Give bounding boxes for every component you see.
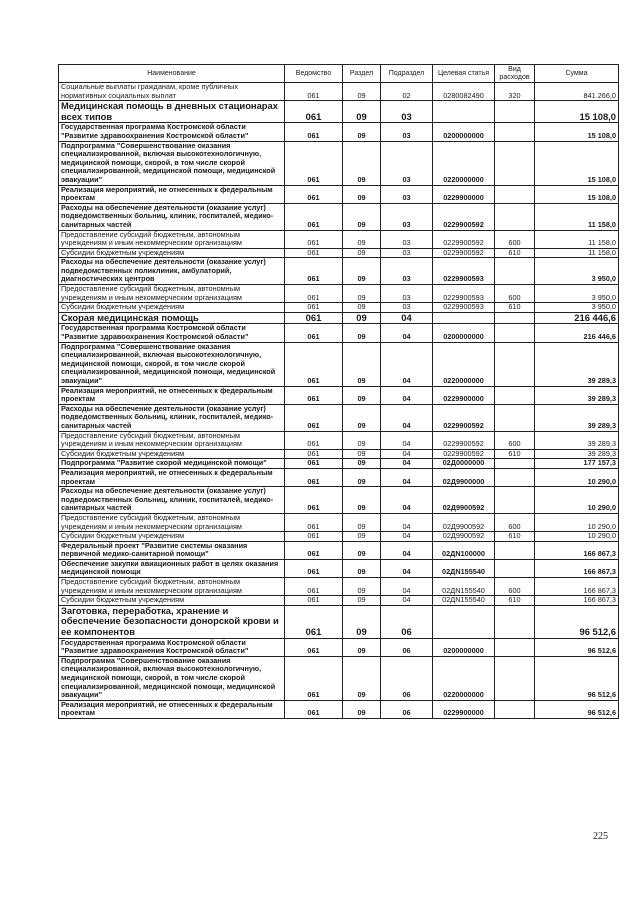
cell-target-item: 0200000000 [433,123,495,141]
cell-section: 09 [343,324,381,342]
table-row [59,101,619,123]
cell-amount: 10 290,0 [535,487,619,514]
cell-target-item: 02ДN155540 [433,596,495,606]
cell-name: Подпрограмма "Совершенствование оказания специализированной, включая высокотехнологичную, медицинской помощи, скорой, в том числе скорой специализированной, медицинской помощи, медицинской эвакуации" [59,141,285,185]
cell-target-item: 0200000000 [433,638,495,656]
cell-name: Подпрограмма "Совершенствование оказания специализированной, включая высокотехнологичную, медицинской помощи, скорой, в том числе скорой специализированной, медицинской помощи, медицинской эвакуации" [59,656,285,700]
cell-name: Предоставление субсидий бюджетным, автономным учреждениям и иным некоммерческим организациям [59,431,285,449]
cell-subsection: 04 [381,431,433,449]
cell-subsection: 04 [381,578,433,596]
cell-section: 09 [343,541,381,559]
cell-department: 061 [285,203,343,230]
cell-section: 09 [343,596,381,606]
cell-section: 09 [343,386,381,404]
cell-amount: 10 290,0 [535,513,619,531]
cell-target-item: 0220000000 [433,141,495,185]
cell-expense-type [495,656,535,700]
cell-target-item: 0229900593 [433,285,495,303]
table-body [59,83,619,719]
table-row [59,541,619,559]
cell-section: 09 [343,285,381,303]
cell-amount: 39 289,3 [535,449,619,459]
cell-name: Расходы на обеспечение деятельности (оказание услуг) подведомственных больниц, клиник, госпиталей, медико-санитарных частей [59,203,285,230]
table-row [59,468,619,486]
column-header-amount: Сумма [535,65,619,83]
cell-name: Реализация мероприятий, не отнесенных к федеральным проектам [59,700,285,718]
cell-amount: 10 290,0 [535,468,619,486]
cell-target-item: 02ДN155540 [433,578,495,596]
cell-subsection: 03 [381,303,433,313]
cell-department: 061 [285,342,343,386]
cell-target-item: 0229900000 [433,386,495,404]
cell-section: 09 [343,83,381,101]
cell-amount: 216 446,6 [535,312,619,324]
cell-target-item: 02Д0000000 [433,459,495,469]
cell-section: 09 [343,312,381,324]
cell-name: Субсидии бюджетным учреждениям [59,596,285,606]
cell-name: Государственная программа Костромской области "Развитие здравоохранения Костромской области" [59,324,285,342]
cell-section: 09 [343,101,381,123]
cell-amount: 11 158,0 [535,248,619,258]
table-row [59,578,619,596]
cell-name: Субсидии бюджетным учреждениям [59,532,285,542]
cell-expense-type [495,638,535,656]
cell-expense-type: 600 [495,230,535,248]
cell-subsection: 04 [381,513,433,531]
cell-department: 061 [285,459,343,469]
cell-target-item: 0220000000 [433,342,495,386]
cell-target-item: 02ДN155540 [433,559,495,577]
cell-target-item [433,605,495,638]
cell-department: 061 [285,312,343,324]
cell-amount: 96 512,6 [535,638,619,656]
cell-name: Расходы на обеспечение деятельности (оказание услуг) подведомственных поликлиник, амбулаторий, диагностических центров [59,258,285,285]
cell-subsection: 04 [381,312,433,324]
cell-target-item: 02Д9900592 [433,532,495,542]
cell-expense-type: 610 [495,532,535,542]
cell-section: 09 [343,468,381,486]
table-row [59,513,619,531]
cell-subsection: 04 [381,468,433,486]
cell-target-item: 0229900592 [433,404,495,431]
cell-amount: 39 289,3 [535,386,619,404]
table-row [59,203,619,230]
cell-name: Реализация мероприятий, не отнесенных к федеральным проектам [59,386,285,404]
cell-name: Заготовка, переработка, хранение и обеспечение безопасности донорской крови и ее компонентов [59,605,285,638]
cell-expense-type [495,459,535,469]
cell-name: Медицинская помощь в дневных стационарах всех типов [59,101,285,123]
cell-expense-type [495,468,535,486]
cell-section: 09 [343,203,381,230]
cell-amount: 177 157,3 [535,459,619,469]
cell-section: 09 [343,248,381,258]
cell-name: Подпрограмма "Развитие скорой медицинской помощи" [59,459,285,469]
cell-subsection: 04 [381,559,433,577]
cell-name: Субсидии бюджетным учреждениям [59,303,285,313]
page-number: 225 [593,831,608,842]
cell-department: 061 [285,185,343,203]
cell-expense-type [495,123,535,141]
cell-expense-type: 610 [495,248,535,258]
cell-expense-type [495,700,535,718]
cell-subsection: 04 [381,541,433,559]
cell-amount: 15 108,0 [535,185,619,203]
column-header-name: Наименование [59,65,285,83]
cell-section: 09 [343,123,381,141]
table-row [59,185,619,203]
cell-amount: 166 867,3 [535,578,619,596]
cell-subsection: 04 [381,449,433,459]
cell-subsection: 06 [381,656,433,700]
cell-department: 061 [285,468,343,486]
cell-name: Предоставление субсидий бюджетным, автономным учреждениям и иным некоммерческим организациям [59,578,285,596]
cell-section: 09 [343,605,381,638]
cell-amount: 15 108,0 [535,101,619,123]
cell-department: 061 [285,324,343,342]
cell-amount: 166 867,3 [535,559,619,577]
cell-name: Субсидии бюджетным учреждениям [59,449,285,459]
table-row [59,342,619,386]
cell-amount: 3 950,0 [535,285,619,303]
cell-expense-type: 610 [495,303,535,313]
cell-expense-type [495,559,535,577]
cell-section: 09 [343,141,381,185]
table-row [59,487,619,514]
cell-subsection: 04 [381,324,433,342]
cell-expense-type [495,312,535,324]
table-row [59,312,619,324]
cell-amount: 166 867,3 [535,596,619,606]
cell-department: 061 [285,141,343,185]
cell-subsection: 03 [381,248,433,258]
cell-department: 061 [285,605,343,638]
cell-target-item: 02ДN100000 [433,541,495,559]
cell-subsection: 04 [381,386,433,404]
cell-name: Государственная программа Костромской области "Развитие здравоохранения Костромской области" [59,123,285,141]
cell-subsection: 02 [381,83,433,101]
cell-subsection: 03 [381,230,433,248]
cell-subsection: 04 [381,532,433,542]
cell-amount: 841 266,0 [535,83,619,101]
cell-section: 09 [343,656,381,700]
cell-expense-type [495,203,535,230]
cell-expense-type [495,324,535,342]
cell-subsection: 03 [381,185,433,203]
cell-target-item [433,312,495,324]
cell-expense-type [495,386,535,404]
table-row [59,431,619,449]
cell-amount: 39 289,3 [535,431,619,449]
cell-expense-type: 600 [495,431,535,449]
cell-expense-type: 600 [495,513,535,531]
cell-department: 061 [285,541,343,559]
cell-section: 09 [343,258,381,285]
cell-section: 09 [343,638,381,656]
cell-department: 061 [285,230,343,248]
column-header-section: Раздел [343,65,381,83]
table-row [59,123,619,141]
cell-subsection: 03 [381,285,433,303]
cell-amount: 3 950,0 [535,303,619,313]
cell-amount: 166 867,3 [535,541,619,559]
cell-department: 061 [285,532,343,542]
cell-expense-type [495,342,535,386]
cell-department: 061 [285,449,343,459]
cell-name: Расходы на обеспечение деятельности (оказание услуг) подведомственных больниц, клиник, госпиталей, медико-санитарных частей [59,404,285,431]
cell-department: 061 [285,513,343,531]
cell-expense-type [495,101,535,123]
cell-section: 09 [343,449,381,459]
cell-target-item: 0220000000 [433,656,495,700]
budget-table [58,64,619,719]
cell-section: 09 [343,532,381,542]
cell-amount: 39 289,3 [535,404,619,431]
cell-amount: 216 446,6 [535,324,619,342]
cell-subsection: 04 [381,487,433,514]
cell-department: 061 [285,656,343,700]
column-header-subsection: Подраздел [381,65,433,83]
cell-target-item: 0280082490 [433,83,495,101]
cell-subsection: 04 [381,342,433,386]
cell-expense-type: 610 [495,596,535,606]
cell-target-item: 02Д9900592 [433,487,495,514]
cell-name: Федеральный проект "Развитие системы оказания первичной медико-санитарной помощи" [59,541,285,559]
cell-subsection: 06 [381,605,433,638]
table-header [59,65,619,83]
cell-expense-type [495,141,535,185]
table-row [59,700,619,718]
cell-section: 09 [343,578,381,596]
cell-name: Скорая медицинская помощь [59,312,285,324]
cell-section: 09 [343,431,381,449]
cell-expense-type [495,605,535,638]
table-row [59,83,619,101]
table-row [59,449,619,459]
column-header-department: Ведомство [285,65,343,83]
cell-department: 061 [285,487,343,514]
cell-department: 061 [285,596,343,606]
cell-amount: 11 158,0 [535,230,619,248]
cell-subsection: 06 [381,638,433,656]
table-row [59,285,619,303]
cell-target-item: 0229900593 [433,303,495,313]
cell-target-item: 0200000000 [433,324,495,342]
cell-name: Реализация мероприятий, не отнесенных к федеральным проектам [59,468,285,486]
cell-subsection: 04 [381,596,433,606]
table-row [59,324,619,342]
cell-amount: 11 158,0 [535,203,619,230]
column-header-expense-type: Вид расходов [495,65,535,83]
cell-expense-type [495,185,535,203]
cell-department: 061 [285,700,343,718]
cell-section: 09 [343,559,381,577]
cell-expense-type: 610 [495,449,535,459]
cell-name: Социальные выплаты гражданам, кроме публичных нормативных социальных выплат [59,83,285,101]
table-row [59,258,619,285]
table-row [59,248,619,258]
table-row [59,459,619,469]
cell-target-item: 02Д9900592 [433,513,495,531]
cell-target-item: 0229900592 [433,248,495,258]
cell-department: 061 [285,248,343,258]
cell-expense-type [495,404,535,431]
cell-name: Подпрограмма "Совершенствование оказания специализированной, включая высокотехнологичную, медицинской помощи, скорой, в том числе скорой специализированной, медицинской помощи, медицинской эвакуации" [59,342,285,386]
cell-amount: 96 512,6 [535,605,619,638]
cell-department: 061 [285,285,343,303]
table-row [59,638,619,656]
cell-expense-type [495,487,535,514]
cell-name: Обеспечение закупки авиационных работ в целях оказания медицинской помощи [59,559,285,577]
cell-department: 061 [285,578,343,596]
cell-department: 061 [285,101,343,123]
cell-name: Субсидии бюджетным учреждениям [59,248,285,258]
cell-department: 061 [285,83,343,101]
table-row [59,605,619,638]
cell-name: Расходы на обеспечение деятельности (оказание услуг) подведомственных больниц, клиник, госпиталей, медико-санитарных частей [59,487,285,514]
cell-department: 061 [285,386,343,404]
cell-name: Реализация мероприятий, не отнесенных к федеральным проектам [59,185,285,203]
cell-amount: 3 950,0 [535,258,619,285]
cell-section: 09 [343,487,381,514]
cell-section: 09 [343,459,381,469]
table-row [59,596,619,606]
cell-department: 061 [285,404,343,431]
cell-subsection: 03 [381,101,433,123]
cell-subsection: 06 [381,700,433,718]
table-row [59,386,619,404]
cell-name: Предоставление субсидий бюджетным, автономным учреждениям и иным некоммерческим организациям [59,230,285,248]
cell-subsection: 03 [381,203,433,230]
cell-amount: 15 108,0 [535,141,619,185]
cell-section: 09 [343,700,381,718]
column-header-target-item: Целевая статья [433,65,495,83]
cell-subsection: 03 [381,258,433,285]
cell-section: 09 [343,513,381,531]
cell-department: 061 [285,431,343,449]
cell-target-item: 0229900592 [433,449,495,459]
cell-expense-type [495,541,535,559]
cell-target-item: 0229900000 [433,185,495,203]
cell-subsection: 04 [381,459,433,469]
cell-section: 09 [343,342,381,386]
cell-amount: 10 290,0 [535,532,619,542]
cell-amount: 96 512,6 [535,700,619,718]
cell-expense-type: 600 [495,578,535,596]
cell-department: 061 [285,559,343,577]
table-row [59,303,619,313]
cell-target-item: 0229900592 [433,203,495,230]
cell-target-item: 0229900593 [433,258,495,285]
cell-department: 061 [285,638,343,656]
cell-target-item: 02Д9900000 [433,468,495,486]
cell-subsection: 03 [381,123,433,141]
table-row [59,532,619,542]
cell-department: 061 [285,303,343,313]
table-row [59,404,619,431]
cell-section: 09 [343,404,381,431]
cell-amount: 39 289,3 [535,342,619,386]
cell-target-item: 0229900592 [433,431,495,449]
cell-target-item: 0229900000 [433,700,495,718]
cell-target-item: 0229900592 [433,230,495,248]
cell-expense-type: 320 [495,83,535,101]
cell-amount: 15 108,0 [535,123,619,141]
table-row [59,559,619,577]
table-row [59,230,619,248]
cell-expense-type: 600 [495,285,535,303]
cell-subsection: 04 [381,404,433,431]
cell-section: 09 [343,230,381,248]
cell-section: 09 [343,303,381,313]
cell-expense-type [495,258,535,285]
cell-department: 061 [285,258,343,285]
cell-name: Предоставление субсидий бюджетным, автономным учреждениям и иным некоммерческим организациям [59,513,285,531]
cell-name: Предоставление субсидий бюджетным, автономным учреждениям и иным некоммерческим организациям [59,285,285,303]
cell-name: Государственная программа Костромской области "Развитие здравоохранения Костромской области" [59,638,285,656]
table-row [59,141,619,185]
cell-subsection: 03 [381,141,433,185]
cell-department: 061 [285,123,343,141]
cell-target-item [433,101,495,123]
table-row [59,656,619,700]
cell-amount: 96 512,6 [535,656,619,700]
cell-section: 09 [343,185,381,203]
